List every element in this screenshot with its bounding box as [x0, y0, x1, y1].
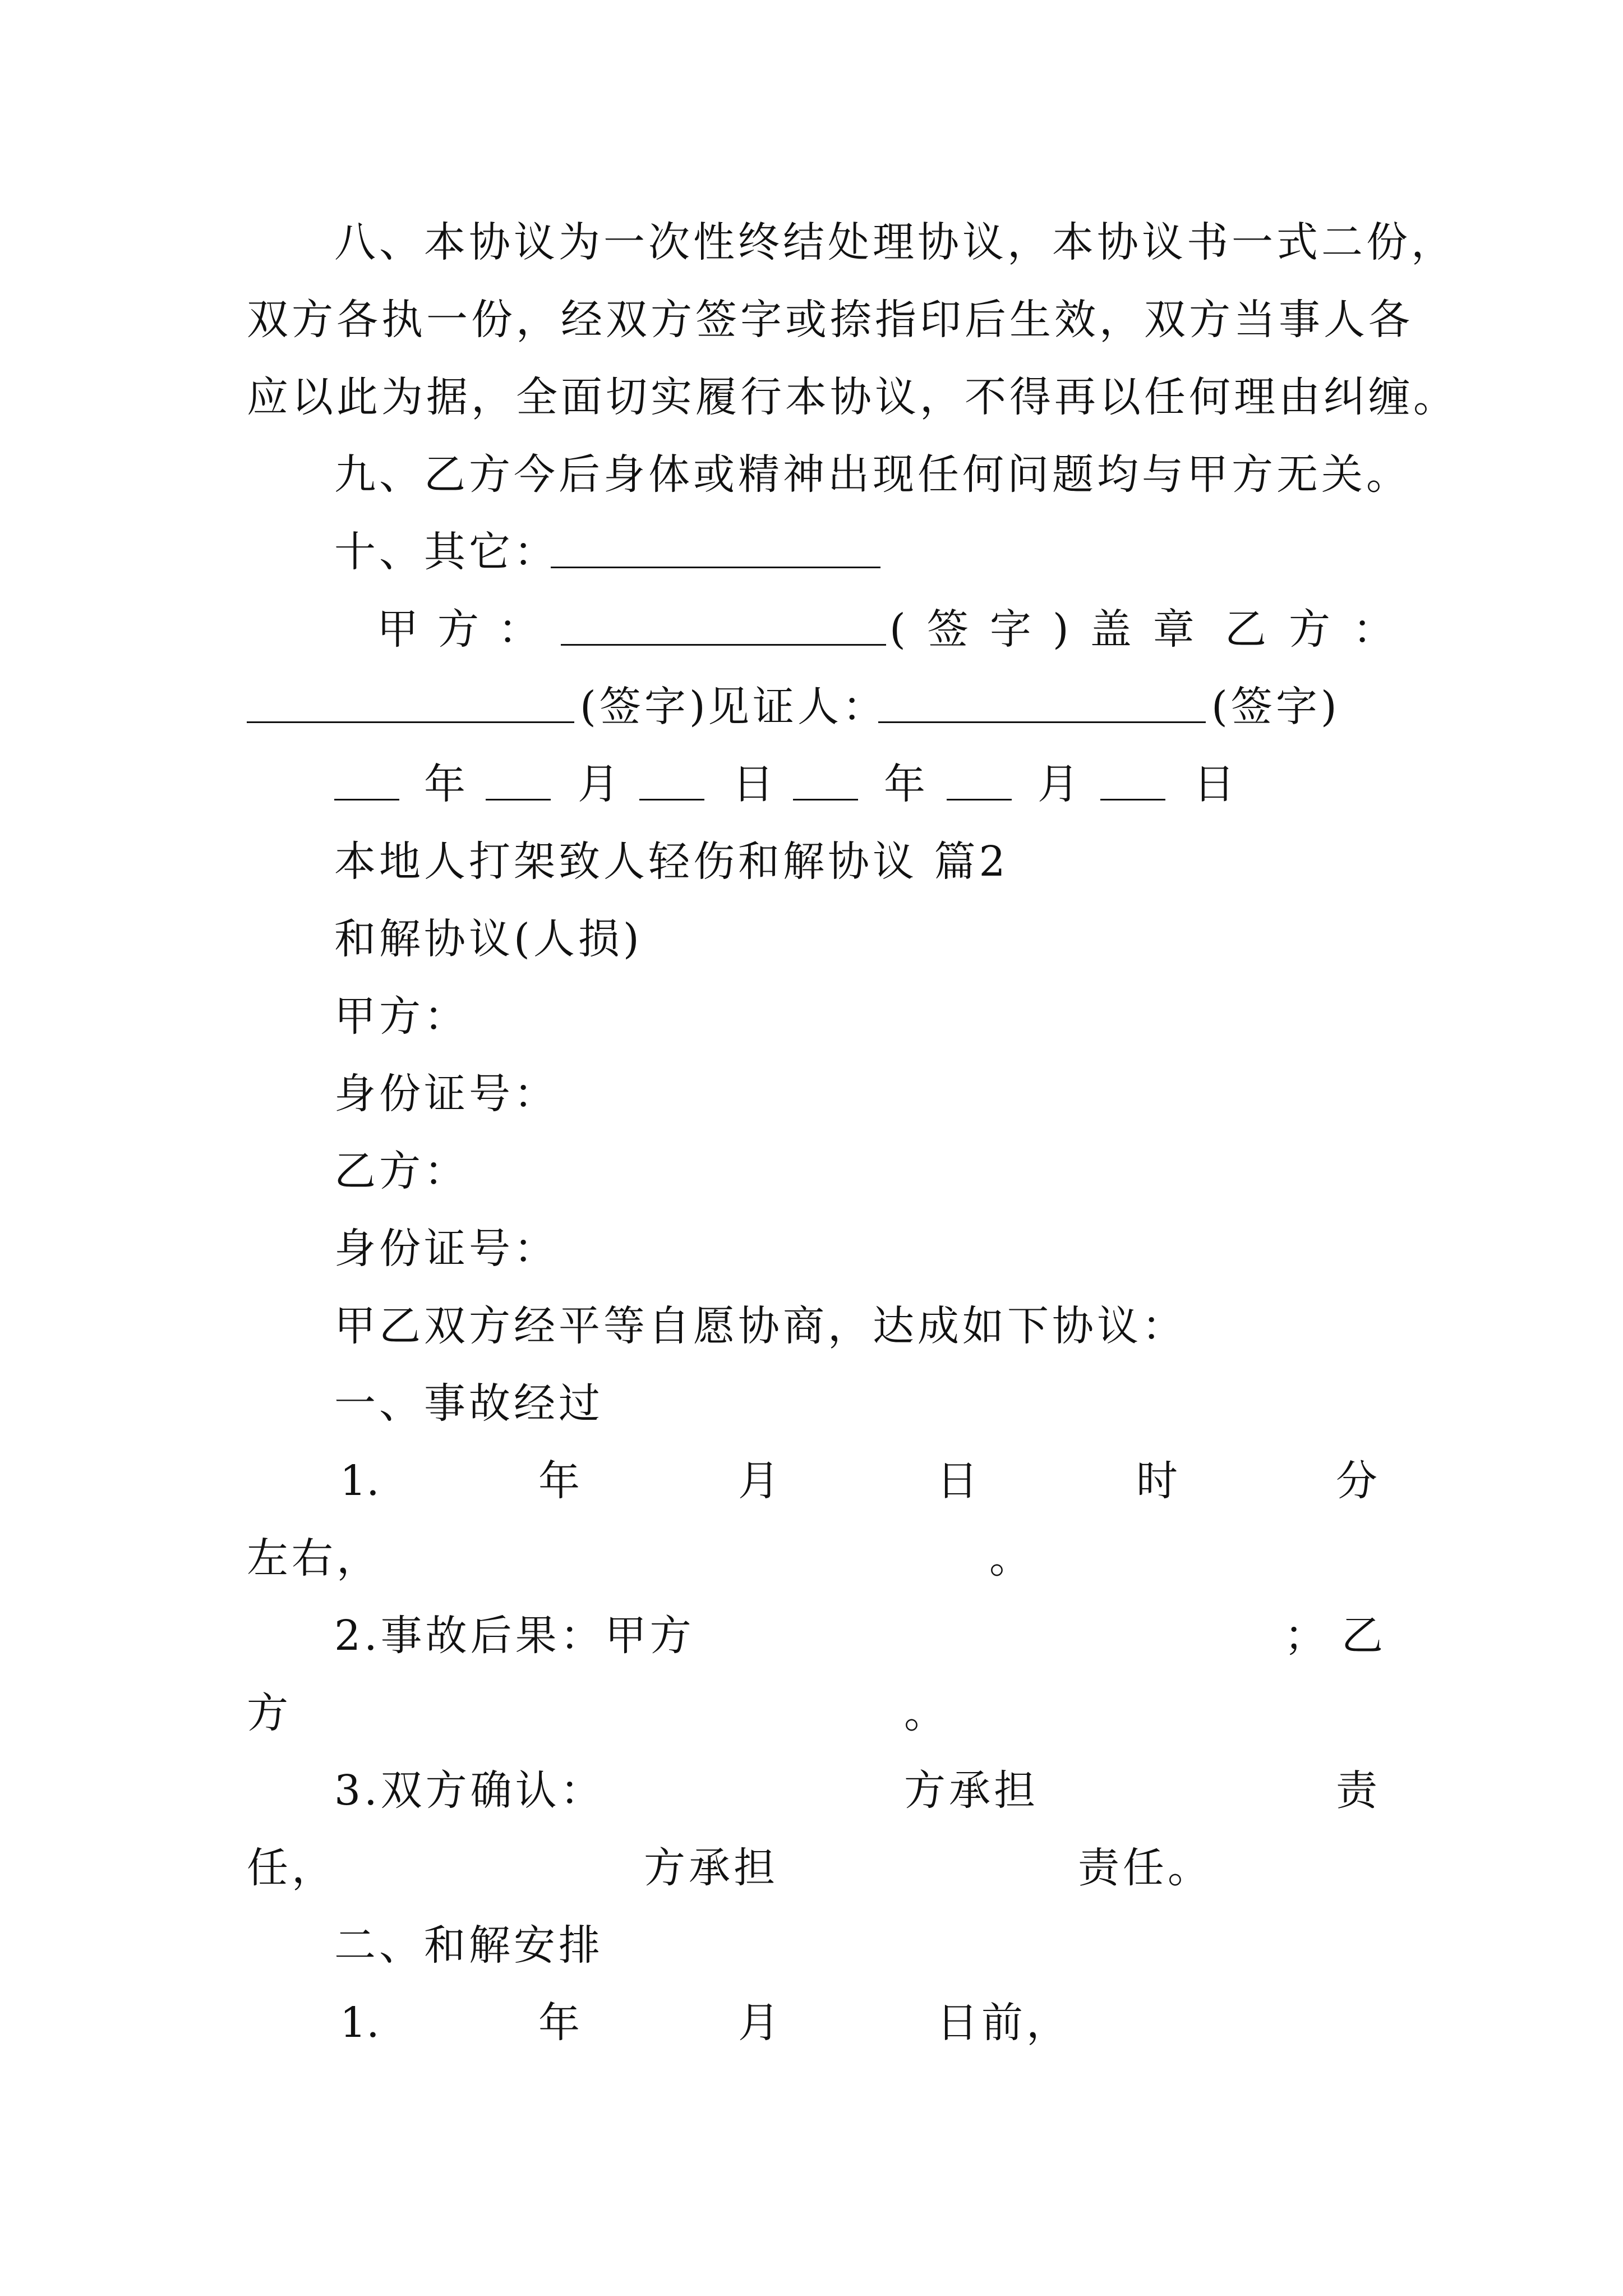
date-blank-month-a: [486, 799, 551, 800]
date-blank-day-a: [639, 799, 704, 800]
item4-month: 月: [738, 1999, 780, 2047]
item2-label: 2.事故后果：甲方: [334, 1612, 695, 1660]
item1-year: 年: [538, 1457, 580, 1505]
witness-label: 见证人：: [708, 683, 887, 731]
item3-label: 3.双方确认：: [334, 1766, 605, 1815]
item1-end: 。: [989, 1534, 1031, 1582]
date-month-b: 月: [1038, 760, 1079, 808]
item2-cont: 方: [247, 1689, 292, 1737]
party-b-sign-note: (签字): [580, 683, 709, 731]
witness-sign-blank: [878, 721, 1206, 723]
party-b-sign-blank: [247, 721, 574, 723]
party-a-sign-label: 甲方：: [377, 605, 559, 654]
item2-semi: ；乙: [1284, 1612, 1399, 1660]
section8-line2: 双方各执一份，经双方签字或捺指印后生效，双方当事人各: [247, 296, 1413, 344]
item1-month: 月: [738, 1457, 780, 1505]
date-month-a: 月: [578, 760, 619, 808]
doc2-intro: 甲乙双方经平等自愿协商，达成如下协议：: [334, 1302, 1187, 1350]
item3-bear: 方承担: [904, 1766, 1039, 1815]
item1-number: 1.: [340, 1457, 380, 1505]
witness-sign-note: (签字): [1211, 683, 1340, 731]
section10-label: 十、其它：: [334, 528, 559, 576]
date-blank-day-b: [1100, 799, 1165, 800]
date-year-b: 年: [884, 760, 925, 808]
date-day-b: 日: [1193, 760, 1235, 808]
item1-hour: 时: [1136, 1457, 1178, 1505]
doc2-id-a: 身份证号：: [334, 1070, 559, 1118]
doc2-section1-heading: 一、事故经过: [334, 1379, 603, 1428]
item4-number: 1.: [340, 1999, 380, 2047]
date-blank-year-a: [334, 799, 399, 800]
item2-end: 。: [904, 1689, 946, 1737]
item3-resp: 责: [1336, 1766, 1377, 1815]
party-a-sign-blank: [561, 644, 886, 646]
section9: 九、乙方今后身体或精神出现任何问题均与甲方无关。: [334, 450, 1411, 499]
doc2-title: 和解协议(人损): [334, 915, 643, 963]
item3-cont: 任，: [247, 1844, 336, 1892]
item1-cont: 左右，: [247, 1534, 381, 1582]
doc2-id-b: 身份证号：: [334, 1225, 559, 1273]
doc2-party-b: 乙方：: [334, 1147, 469, 1195]
item4-year: 年: [538, 1999, 580, 2047]
doc2-party-a: 甲方：: [334, 992, 469, 1041]
item1-minute: 分: [1336, 1457, 1377, 1505]
party-b-sign-label: 乙方：: [1225, 605, 1417, 654]
item1-day: 日: [937, 1457, 978, 1505]
doc2-section2-heading: 二、和解安排: [334, 1921, 603, 1970]
doc2-heading: 本地人打架致人轻伤和解协议 篇2: [334, 838, 1009, 886]
item3-end: 责任。: [1078, 1844, 1212, 1892]
item3-bear2: 方承担: [644, 1844, 778, 1892]
date-blank-year-b: [793, 799, 858, 800]
sign-seal-label: (签字)盖章: [889, 605, 1216, 654]
section8-line3: 应以此为据，全面切实履行本协议，不得再以任何理由纠缠。: [247, 373, 1458, 421]
date-day-a: 日: [732, 760, 774, 808]
item4-day: 日前，: [937, 1999, 1071, 2047]
section8-line1: 八、本协议为一次性终结处理协议，本协议书一式二份，: [334, 218, 1456, 266]
date-year-a: 年: [424, 760, 465, 808]
date-blank-month-b: [947, 799, 1012, 800]
other-blank-line: [551, 567, 880, 568]
